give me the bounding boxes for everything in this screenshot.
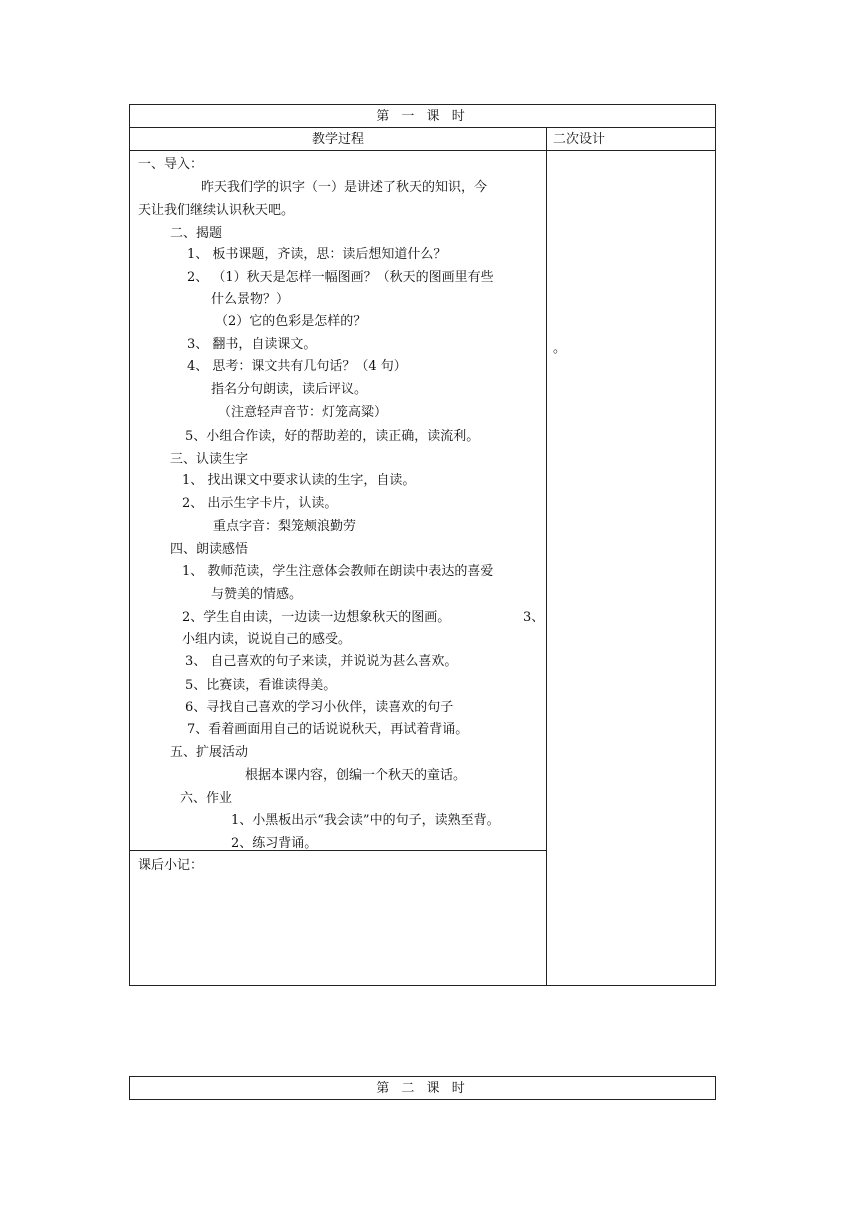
text-line: （2）它的色彩是怎样的？ bbox=[215, 314, 367, 329]
column-header-design: 二次设计 bbox=[553, 132, 606, 147]
text-line: 根据本课内容，创编一个秋天的童话。 bbox=[245, 768, 467, 783]
text-line: 5、小组合作读，好的帮助差的，读正确，读流利。 bbox=[185, 429, 480, 444]
text-line: 三、认读生字 bbox=[170, 452, 249, 467]
lesson-1-title: 第 一 课 时 bbox=[376, 109, 469, 124]
column-header-process: 教学过程 bbox=[311, 132, 364, 147]
text-line: 2、 （1）秋天是怎样一幅图画？（秋天的图画里有些 bbox=[187, 270, 494, 285]
design-note: 。 bbox=[553, 341, 567, 356]
text-line: 2、学生自由读，一边读一边想象秋天的图画。 bbox=[182, 610, 451, 625]
text-line: （注意轻声音节：灯笼高粱） bbox=[218, 405, 388, 420]
notes-label: 课后小记： bbox=[138, 858, 204, 873]
lesson-2-title: 第 二 课 时 bbox=[376, 1081, 469, 1096]
text-line: 一、导入： bbox=[138, 157, 204, 172]
divider bbox=[129, 850, 547, 851]
text-line: 5、比赛读，看谁读得美。 bbox=[185, 678, 337, 693]
text-line: 3、 自己喜欢的句子来读，并说说为甚么喜欢。 bbox=[185, 654, 458, 669]
divider bbox=[129, 150, 716, 151]
text-line: 与赞美的情感。 bbox=[211, 587, 303, 602]
text-line: 天让我们继续认识秋天吧。 bbox=[138, 203, 295, 218]
text-line: 2、练习背诵。 bbox=[231, 836, 318, 851]
text-line: 3、 bbox=[523, 610, 545, 625]
text-line: 六、作业 bbox=[180, 791, 233, 806]
divider bbox=[546, 127, 547, 986]
text-line: 4、 思考：课文共有几句话？（4 句） bbox=[187, 359, 407, 374]
text-line: 昨天我们学的识字（一）是讲述了秋天的知识，今 bbox=[201, 180, 488, 195]
text-line: 1、小黑板出示“我会读”中的句子，读熟至背。 bbox=[231, 813, 500, 828]
text-line: 小组内读，说说自己的感受。 bbox=[182, 632, 352, 647]
text-line: 2、 出示生字卡片，认读。 bbox=[182, 496, 338, 511]
text-line: 重点字音：梨笼颊浪勤劳 bbox=[213, 519, 357, 534]
divider bbox=[129, 127, 716, 128]
text-line: 1、 板书课题，齐读，思：读后想知道什么？ bbox=[187, 247, 447, 262]
text-line: 1、 找出课文中要求认读的生字，自读。 bbox=[182, 473, 416, 488]
text-line: 6、寻找自己喜欢的学习小伙伴，读喜欢的句子 bbox=[185, 700, 454, 715]
text-line: 什么景物？） bbox=[211, 292, 290, 307]
text-line: 四、朗读感悟 bbox=[170, 542, 249, 557]
text-line: 7、看着画面用自己的话说说秋天，再试着背诵。 bbox=[187, 722, 469, 737]
text-line: 1、 教师范读，学生注意体会教师在朗读中表达的喜爱 bbox=[182, 564, 494, 579]
text-line: 二、揭题 bbox=[170, 226, 223, 241]
text-line: 五、扩展活动 bbox=[170, 745, 249, 760]
text-line: 3、 翻书，自读课文。 bbox=[187, 337, 317, 352]
text-line: 指名分句朗读，读后评议。 bbox=[211, 382, 368, 397]
